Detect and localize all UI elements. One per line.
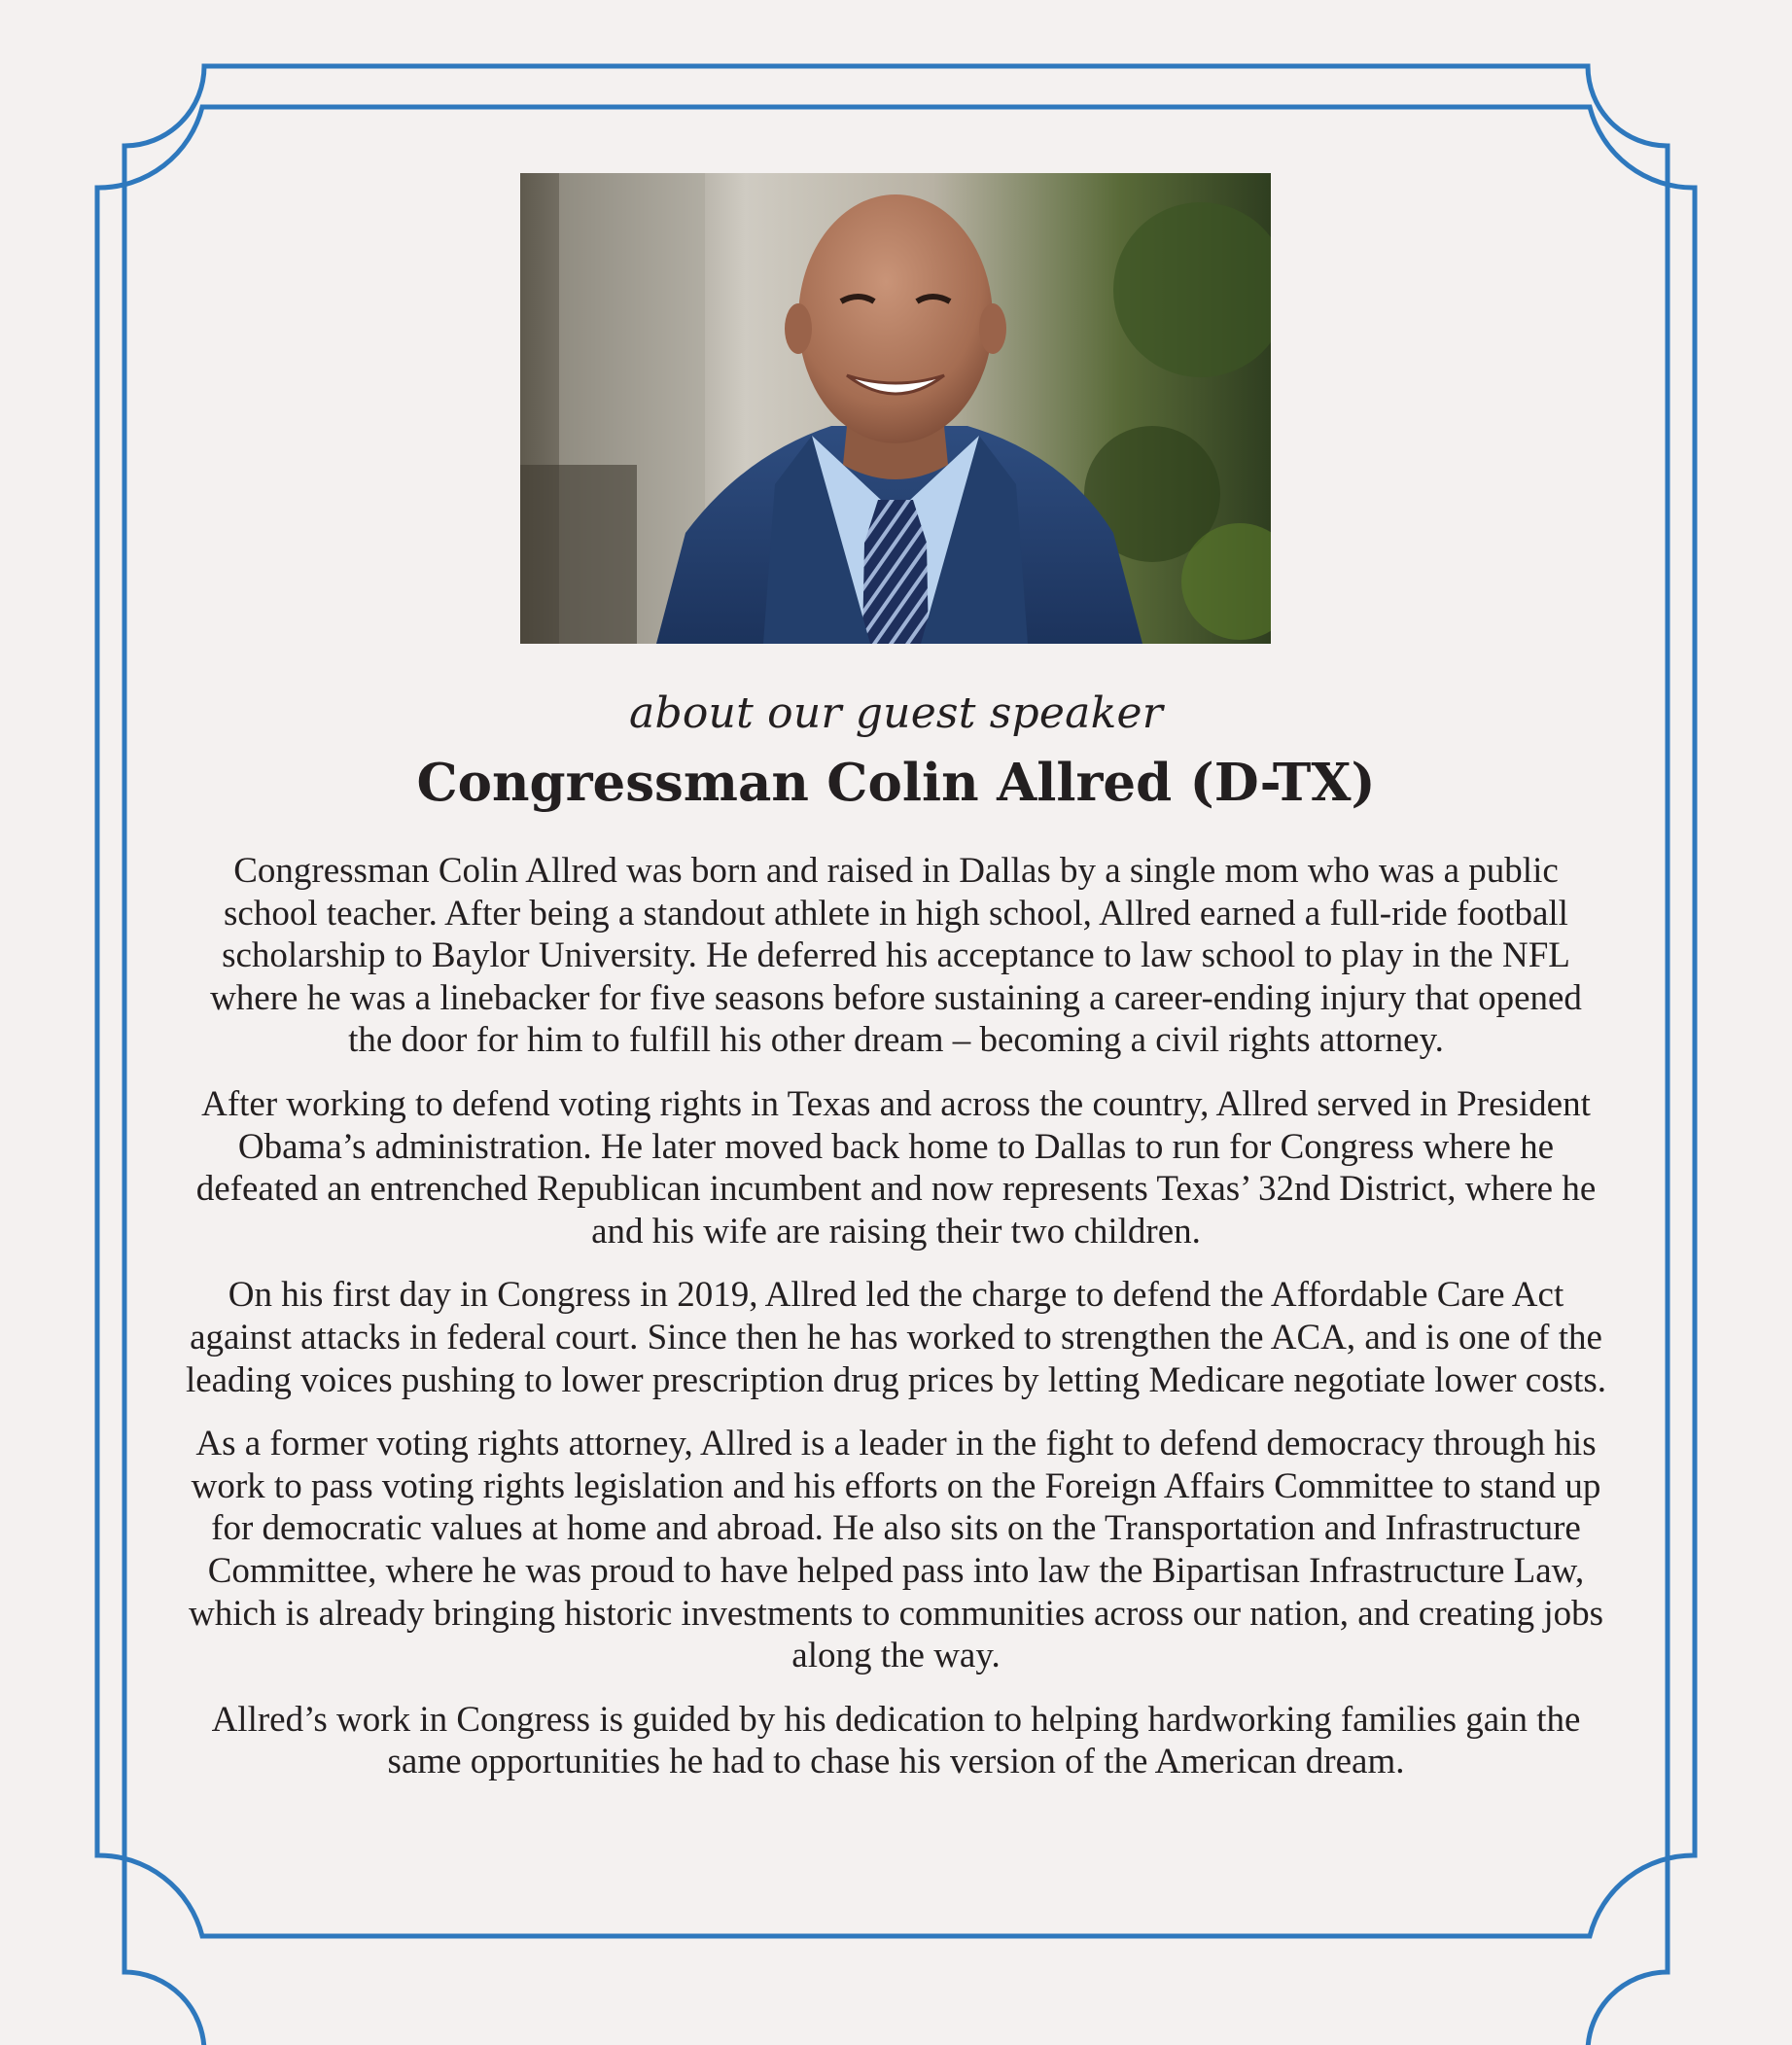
bio-paragraph: Congressman Colin Allred was born and raised in Dallas by a single mom who was a public school teacher. After being a standout athlete in high school, Allred earned a full-ride football scholarship to Baylor University. He deferred his acceptance to law school to play in the NFL where he was a linebacker for five seasons before sustaining a career-ending injury that opened the door for him to fulfill his other dream – becoming a civil rights attorney. xyxy=(210,851,1582,1061)
speaker-name: Congressman Colin Allred (D-TX) xyxy=(416,753,1376,813)
speaker-portrait xyxy=(520,173,1271,644)
bio-paragraph: As a former voting rights attorney, Allred is a leader in the fight to defend democracy through his work to pass voting rights legislation and his efforts on the Foreign Affairs Committee to stand up for democratic values at home and abroad. He also sits on the Transportation and Infrastructure Committee, where he was proud to have helped pass into law the Bipartisan Infrastructure Law, which is already bringing historic investments to communities across our nation, and creating jobs along the way. xyxy=(188,1424,1604,1676)
bio-paragraph: On his first day in Congress in 2019, Allred led the charge to defend the Affordable Care Act against attacks in federal court. Since then he has worked to strengthen the ACA, and is one of the leading voices pushing to lower prescription drug prices by letting Medicare negotiate lower costs. xyxy=(185,1275,1607,1400)
bio-paragraph: After working to defend voting rights in Texas and across the country, Allred served in President Obama’s administration. He later moved back home to Dallas to run for Congress where he defeated an entrenched Republican incumbent and now represents Texas’ 32nd District, where he and his wife are raising their two children. xyxy=(195,1083,1597,1252)
bio-paragraph: Allred’s work in Congress is guided by his dedication to helping hardworking families gain the same opportunities he had to chase his version of the American dream. xyxy=(211,1699,1581,1782)
section-kicker: about our guest speaker xyxy=(629,688,1163,738)
speaker-bio xyxy=(185,850,1607,1805)
